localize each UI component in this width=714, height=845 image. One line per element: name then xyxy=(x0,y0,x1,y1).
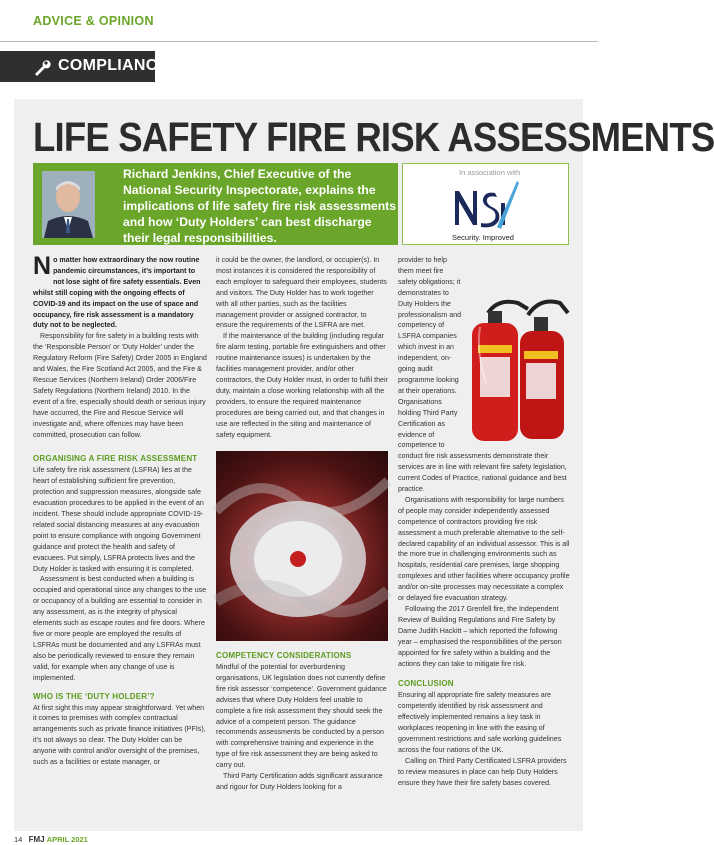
drop-cap: N xyxy=(33,252,52,280)
subheading: COMPETENCY CONSIDERATIONS xyxy=(216,651,352,660)
paragraph: Following the 2017 Grenfell fire, the Independent Review of Building Regulations and Fire Safety by Dame Judith Hackitt – which reported the following year – emphasised the responsibilities of the person appointed for fire safety within a building and the actions they can take to mitigate fire risk. xyxy=(398,605,562,668)
intro-text: Richard Jenkins, Chief Executive of the National Security Inspectorate, explains the implications of life safety fire risk assessments and how ‘Duty Holders’ can best discharge their legal responsibilities. xyxy=(123,167,396,245)
divider xyxy=(0,41,598,42)
association-tagline: Security. Improved xyxy=(452,233,514,242)
association-box xyxy=(402,163,569,245)
page-footer xyxy=(14,835,88,844)
wrench-icon xyxy=(33,58,51,81)
lead-paragraph: No matter how extraordinary the now routine pandemic circumstances, it’s important to not lose sight of fire safety essentials. Even whilst still coping with the ongoing effects of COVID-19 and its impact on the use of space and occupancy, fire risk assessment is a mandatory duty not to be neglected. xyxy=(33,252,201,330)
paragraph: Ensuring all appropriate fire safety measures are competently identified by risk assessment and effectively implemented remains a key task in workplaces reopening in line with the easing of government restrictions and safe working guidelines across the four nations of the UK. xyxy=(398,691,562,754)
intro-box xyxy=(33,163,398,245)
issue-date: APRIL 2021 xyxy=(46,835,88,844)
paragraph: Responsibility for fire safety in a building rests with the ‘Responsible Person’ or ‘Duty Holder’ under the Regulatory Reform (Fire Safety) Order 2005 in England and Wales, the Fire Scotland Act 2005, and the Fire & Rescue Services (Northern Ireland) Order 2006/Fire Safety Regulations (Northern Ireland) 2010. In the event of a fire, especially should death or serious injury have occurred, the Fire and Rescue Service will investigate and, where offences may have been committed, prosecution can follow. xyxy=(33,332,207,439)
paragraph: Life safety fire risk assessment (LSFRA) lies at the heart of establishing sufficient fire prevention, protection and suppression measures, alongside safe evacuation procedures to be applied in the event of an incident. These should include appropriate COVID-19-related social distancing measures at any evacuation point to ensure compliance with ongoing Government guidance and protect the health and safety of evacuees. Put simply, LSFRA protects lives and the Duty Holder is tasked with ensuring it is completed. xyxy=(33,466,204,573)
paragraph: Third Party Certification adds significant assurance and rigour for Duty Holders looking for a xyxy=(216,772,383,791)
paragraph: At first sight this may appear straightforward. Yet when it comes to premises with complex contractual arrangements such as private finance initiatives (PFIs), it’s not always so clear. The Duty Holder can be anyone with control and/or oversight of the premises, such as a facilities or estate manager, or xyxy=(33,703,206,767)
column-1 xyxy=(33,252,207,768)
nsi-logo xyxy=(451,177,521,237)
subheading: ORGANISING A FIRE RISK ASSESSMENT xyxy=(33,454,198,464)
category-label: COMPLIANCE xyxy=(58,57,169,74)
paragraph: Assessment is best conducted when a building is occupied and operational since any changes to the use or occupancy of a building are essential to consider in any assessment, as is the integrity of physical elements such as escape routes and fire doors. Where five or more people are employed the results of LSFRAs must be documented and any LSFRAs must also be periodically reviewed to ensure they remain valid, for example when any change of use is implemented. xyxy=(33,575,207,682)
column-2 xyxy=(216,255,388,440)
paragraph: Calling on Third Party Certificated LSFRA providers to review measures in place can help Duty Holders ensure they have their fire safety bases covered. xyxy=(398,756,567,787)
subheading: CONCLUSION xyxy=(398,679,454,689)
article-title: LIFE SAFETY FIRE RISK ASSESSMENTS xyxy=(33,114,714,160)
paragraph: Mindful of the potential for overburdening organisations, UK legislation does not currently define fire risk assessor ‘competence’. Government guidance advises that where Duty Holders feel unable to complete a fire risk assessment they should seek the advice of a competent person. The guidance recommends assessments be conducted by a person with comprehensive training and experience in the type of fire risk assessment they are being asked to carry out. xyxy=(216,663,387,770)
page-number: 14 xyxy=(14,835,23,844)
author-photo xyxy=(42,171,95,238)
brand-mark: FMJ xyxy=(28,835,45,844)
paragraph: provider to help them meet fire safety obligations; it demonstrates to Duty Holders the professionalism and competency of LSFRA companies which invest in an independent, on-going audit programme looking at their operations. Organisations holding Third Party Certification as evidence of competence to conduct fire risk assessments demonstrate their services are in line with relevant fire safety legislation, current Codes of Practice, national guidance and best practice. xyxy=(398,255,570,495)
paragraph: Organisations with responsibility for large numbers of people may consider independently assessed competence of contractors providing fire risk assessment a much preferable alternative to the self-declared capability of an individual assessor. This is all the more true in challenging environments such as hospitals, residential care premises, large shopping complexes and other facilities where occupancy profile and/or on-site processes may necessitate a complex or delayed fire evacuation strategy. xyxy=(398,495,570,603)
fire-extinguisher-image xyxy=(458,293,576,443)
smoke-alarm-photo xyxy=(216,451,388,641)
category-banner xyxy=(0,51,169,82)
paragraph: it could be the owner, the landlord, or occupier(s). In most instances it is considered the responsibility of each employer to safeguard their employees, students and visitors. The Duty Holder has to work together with all other parties, such as the facilities management provider or assigned contractor, to ensure the requirements of the LSFRA are met. xyxy=(216,256,387,330)
paragraph: If the maintenance of the building (including regular fire alarm testing, portable fire extinguishers and other routine maintenance issues) is undertaken by the facilities management provider, and/or other contractors, the Duty Holder must, in order to fulfil their duty, maintain a close working relationship with all the providers, to ensure the required maintenance procedures are being carried out, and that changes in use are reflected in the siting and maintenance of safety equipment. xyxy=(216,332,388,439)
column-2-lower xyxy=(216,649,388,793)
subheading: WHO IS THE ‘DUTY HOLDER’? xyxy=(33,691,155,701)
section-label: ADVICE & OPINION xyxy=(33,14,154,28)
association-caption: In association with xyxy=(459,168,521,177)
